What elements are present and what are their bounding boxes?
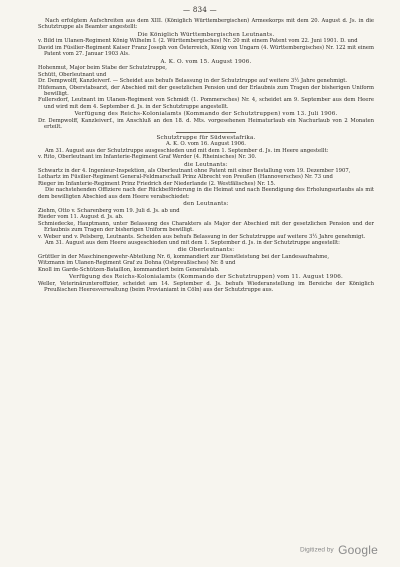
text-paragraph: Weller, Veterinärunteroffizier, scheidet am 14. September d. Js. behufs Wiederanstellung im Bereiche der Königlich Preußischen Heeresverwaltung (beim Provianiamt in Cöln) aus der Schutztruppe aus. xyxy=(38,280,374,294)
page-number: — 834 — xyxy=(183,6,217,14)
text-paragraph: Schütt, Oberleutnant und xyxy=(38,71,107,78)
text-paragraph: Schwartz in der 4. Ingenieur-Inspektion, als Oberleutnant ohne Patent mit einer Bestallung vom 19. Dezember 1907, xyxy=(38,167,351,174)
text-paragraph: Ziehm, Otto v. Scharenberg vom 19. Juli d. Js. ab und xyxy=(38,207,180,214)
text-paragraph: Am 31. August aus dem Heere ausgeschieden und mit dem 1. September d. Js. in der Schutztruppe angestellt: xyxy=(45,239,340,246)
text-paragraph: Witzmann im Ulanen-Regiment Graf zu Dohna (Ostpreußisches) Nr. 8 und xyxy=(38,260,236,267)
text-paragraph: Hüfemann, Oberstabsarzt, der Abschied mit der gesetzlichen Pension und der Erlaubnis zum Tragen der bisherigen Uniform bewilligt. xyxy=(38,84,374,97)
section-heading: Die Königlich Württembergischen Leutnants. xyxy=(137,31,275,38)
google-logo: Google xyxy=(338,542,378,557)
section-heading: Schutztruppe für Südwestafrika. xyxy=(156,134,256,141)
digitized-by-google-watermark xyxy=(300,541,378,559)
text-paragraph: Dr. Dempwolff, Kanzleiverf., im Anschluß an den 18. d. Mts. vorgesehenen Heimaturlaub ein Nachurlaub von 2 Monaten erteilt. xyxy=(38,117,374,131)
section-heading: Verfügung des Reichs-Kolonialamts (Kommando der Schutztruppen) vom 11. August 1906. xyxy=(68,274,344,281)
text-paragraph: Dr. Dempwolff, Kanzleiverf. — Scheidet aus behufs Belassung in der Schutztruppe auf weitere 3½ Jahre genehmigt. xyxy=(38,78,348,85)
text-paragraph: Die nachstehenden Offiziere nach der Rückbeförderung in die Heimat und nach Beendigung des Erholungsurlaubs als mit dem bewilligten Abschied aus dem Heere verabschiedet: xyxy=(38,187,374,200)
text-paragraph: Rieger im Infanterie-Regiment Prinz Friedrich der Niederlande (2. Westfälisches) Nr. 15. xyxy=(38,180,276,187)
text-paragraph: Lothartz im Füsilier-Regiment General-Feldmarschall Prinz Albrecht von Preußen (Hannoversches) Nr. 73 und xyxy=(38,174,333,181)
text-paragraph: v. Weber und v. Pelsberg, Leutnants. Scheiden aus behufs Belassung in der Schutztruppe auf weitere 3½ Jahre genehmigt. xyxy=(38,233,366,240)
section-heading: A. K. O. vom 15. August 1906. xyxy=(160,58,252,65)
document-body xyxy=(38,18,374,294)
section-heading: die Oberleutnants: xyxy=(177,247,235,254)
text-paragraph: Knoll im Garde-Schützen-Bataillon, kommandiert beim Generalstab. xyxy=(38,266,220,273)
section-heading: A. K. O. vom 16. August 1906. xyxy=(166,141,246,148)
text-paragraph: Hohenmut, Major beim Stabe der Schutztruppe, xyxy=(38,65,167,72)
section-heading: die Leutnants: xyxy=(184,161,228,168)
digitized-by-label: Digitized by xyxy=(300,546,334,554)
text-paragraph: v. Rito, Oberleutnant im Infanterie-Regiment Graf Werder (4. Rheinisches) Nr. 30. xyxy=(38,154,257,161)
text-paragraph: v. Bild im Ulanen-Regiment König Wilhelm I. (2. Württembergisches) Nr. 20 mit einem Patent vom 22. Juni 1901. D. und xyxy=(38,38,358,45)
section-divider xyxy=(176,132,236,133)
text-paragraph: Schmiedecke, Hauptmann, unter Belassung des Charakters als Major der Abschied mit der gesetzlichen Pension und der Erlaubnis zum Tragen der bisherigen Uniform bewilligt. xyxy=(38,220,374,234)
text-paragraph: David im Füsilier-Regiment Kaiser Franz Joseph von Österreich, König von Ungarn (4. Württembergisches) Nr. 122 mit einem Patent vom 27. Januar 1903 Als. xyxy=(38,44,374,58)
text-paragraph: Grüttler in der Maschinengewehr-Abteilung Nr. 6, kommandiert zur Dienstleistung bei der Landesaufnahme, xyxy=(38,253,330,260)
text-paragraph: Nach erfolgtem Aufschreiten aus dem XIII. (Königlich Württembergischen) Armeekorps mit dem 20. August d. Js. in die Schutztruppe als Beamter angestellt: xyxy=(38,18,374,31)
section-heading: den Leutnants: xyxy=(183,201,229,208)
text-paragraph: Am 31. August aus der Schutztruppe ausgeschieden und mit dem 1. September d. Js. im Heere angestellt: xyxy=(45,147,329,154)
text-paragraph: Rieder vom 11. August d. Js. ab. xyxy=(38,214,124,221)
section-heading: Verfügung des Reichs-Kolonialamts (Kommando der Schutztruppen) vom 13. Juli 1906. xyxy=(74,111,338,118)
text-paragraph: Fullersdorf, Leutnant im Ulanen-Regiment von Schmidt (1. Pommersches) Nr. 4, scheidet am 9. September aus dem Heere und wird mit dem 4. September d. Js. in der Schutztruppe angestellt. xyxy=(38,97,374,110)
